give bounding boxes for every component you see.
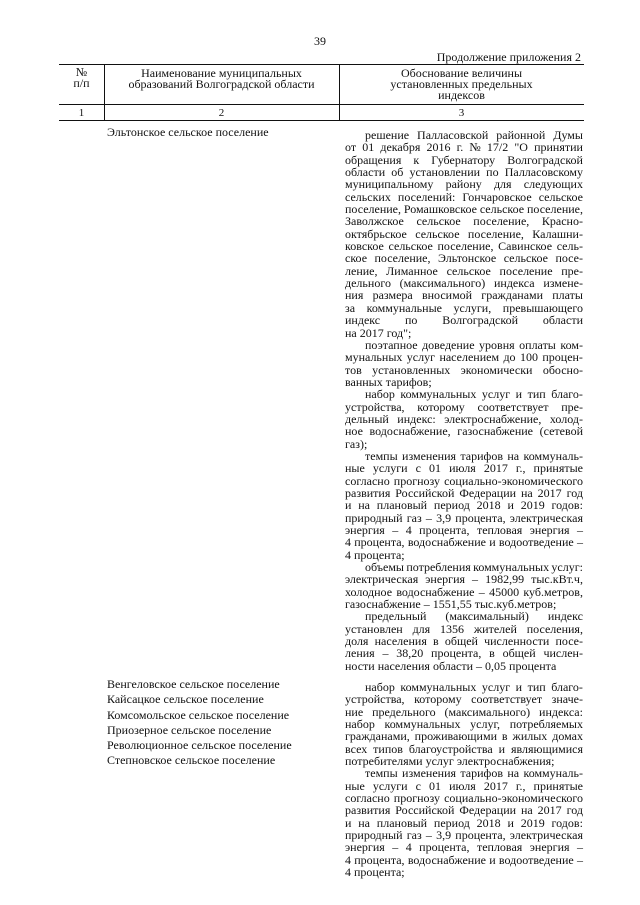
- paragraph-line: набор коммунальных услуг и тип благо-: [365, 387, 583, 402]
- paragraph-line: темпы изменения тарифов на коммуналь-: [365, 766, 583, 781]
- municipality-name: Комсомольское сельское поселение: [107, 707, 290, 722]
- paragraph-line: дельного (максимального) индекса измене-: [345, 276, 583, 291]
- paragraph-line: электрическая энергия – 1982,99 тыс.кВт.ч,: [345, 572, 583, 587]
- paragraph-line: от 01 декабря 2016 г. № 17/2 "О принятии: [345, 140, 583, 155]
- header-line: образований Волгоградской области: [128, 77, 315, 91]
- paragraph-line: темпы изменения тарифов на коммуналь-: [365, 448, 583, 463]
- header-line: Наименование муниципальных: [141, 66, 302, 80]
- header-line: Обоснование величины: [400, 66, 523, 80]
- paragraph-line: ское поселение, Эльтонское сельское посе-: [345, 251, 583, 266]
- paragraph-line: набор коммунальных услуг, потребляемых: [345, 717, 583, 732]
- paragraph-line: ления – 38,20 процента, в общей числен-: [345, 646, 583, 661]
- paragraph-line: устройства, которому соответствует значе-: [345, 692, 583, 707]
- paragraph-line: объемы потребления коммунальных услуг:: [365, 560, 583, 575]
- paragraph-line: развития Российской Федерации на 2017 год: [345, 485, 583, 500]
- paragraph-line: установлен для 1356 жителей поселения,: [345, 621, 583, 636]
- paragraph-line: поэтапное доведение уровня оплаты ком-: [365, 337, 583, 352]
- paragraph-line: набор коммунальных услуг и тип благо-: [365, 680, 583, 694]
- paragraph-line: ния размера вносимой гражданами платы: [345, 288, 583, 303]
- paragraph-line: 4 процента, водоснабжение и водоотведение –: [345, 535, 583, 550]
- paragraph-line: Заволжское сельское поселение, Красно-: [345, 214, 583, 229]
- paragraph-line: предельный (максимальный) индекс: [365, 609, 583, 624]
- paragraph-line: поселение, Ромашковское сельское поселение,: [345, 202, 583, 217]
- justification-paragraph: [345, 129, 583, 339]
- paragraph-line: ковское сельское поселение, Савинское сель-: [345, 239, 583, 254]
- row1-justification: [345, 129, 583, 672]
- paragraph-line: ванных тарифов;: [345, 374, 432, 389]
- paragraph-line: индекс по Волгоградской области: [345, 313, 583, 328]
- header-col-justification: [339, 68, 584, 101]
- paragraph-line: всех типов благоустройства и являющимися: [345, 741, 583, 756]
- paragraph-line: развития Российской Федерации на 2017 год: [345, 803, 583, 818]
- continuation-label: Продолжение приложения 2: [436, 50, 581, 64]
- justification-paragraph: [345, 561, 583, 610]
- paragraph-line: 4 процента;: [345, 547, 405, 562]
- municipality-name: Приозерное сельское поселение: [107, 722, 272, 737]
- paragraph-line: доля населения в общей численности посе-: [345, 634, 583, 649]
- paragraph-line: ные услуги с 01 июля 2017 г., принятые: [345, 778, 583, 793]
- paragraph-line: октябрьское сельское поселение, Калашни-: [345, 226, 583, 241]
- municipality-name: Эльтонское сельское поселение: [107, 125, 269, 139]
- paragraph-line: согласно прогнозу социально-экономического: [345, 791, 583, 806]
- header-col-name: [104, 68, 339, 90]
- row2-justification: [345, 681, 583, 879]
- paragraph-line: энергия – 4 процента, тепловая энергия –: [345, 840, 583, 855]
- paragraph-line: устройства, которому соответствует пре-: [345, 399, 583, 414]
- municipality-name: Революционное сельское поселение: [107, 738, 292, 753]
- row1-municipality-names: [107, 125, 269, 140]
- row2-municipality-names: [107, 677, 292, 769]
- paragraph-line: энергия – 4 процента, тепловая энергия –: [345, 523, 583, 537]
- paragraph-line: ное водоснабжение, газоснабжение (сетевой: [345, 424, 583, 439]
- paragraph-line: мунальных услуг населением до 100 процен-: [345, 350, 583, 365]
- paragraph-line: газоснабжение – 1551,55 тыс.куб.метров;: [345, 597, 557, 612]
- header-line: п/п: [73, 76, 90, 90]
- paragraph-line: 4 процента, водоснабжение и водоотведение –: [345, 852, 583, 867]
- municipality-name: Кайсацкое сельское поселение: [107, 692, 264, 707]
- paragraph-line: обращения к Губернатору Волгоградской: [345, 152, 583, 167]
- paragraph-line: ние предельного (максимального) индекса:: [345, 704, 583, 719]
- header-col-number: [59, 67, 104, 89]
- paragraph-line: на 2017 год";: [345, 325, 412, 340]
- page-number: 39: [314, 34, 326, 48]
- table-numbers-bottom: [59, 120, 584, 121]
- paragraph-line: ные услуги с 01 июля 2017 г., принятые: [345, 461, 583, 476]
- paragraph-line: дельный индекс: электроснабжение, холод-: [345, 411, 583, 426]
- justification-paragraph: [345, 450, 583, 561]
- paragraph-line: 4 процента;: [345, 865, 405, 880]
- paragraph-line: ности населения области – 0,05 процента: [345, 658, 557, 673]
- paragraph-line: потребителями услуг электроснабжения;: [345, 754, 555, 769]
- paragraph-line: и на плановый период 2018 и 2019 годов:: [345, 815, 583, 830]
- column-number-1: 1: [78, 107, 85, 119]
- paragraph-line: газ);: [345, 436, 368, 451]
- justification-paragraph: [345, 767, 583, 878]
- paragraph-line: природный газ – 3,9 процента, электрическая: [345, 510, 583, 525]
- paragraph-line: тов установленных экономически обосно-: [345, 362, 583, 377]
- municipality-name: Венгеловское сельское поселение: [107, 677, 280, 691]
- column-number-3: 3: [458, 107, 465, 119]
- table-header-divider: [59, 104, 584, 105]
- paragraph-line: ление, Лиманное сельское поселение пре-: [345, 263, 583, 278]
- table-top-border: [59, 64, 584, 65]
- justification-paragraph: [345, 610, 583, 672]
- header-line: индексов: [438, 88, 485, 102]
- paragraph-line: природный газ – 3,9 процента, электрическая: [345, 828, 583, 843]
- header-line: №: [75, 65, 88, 79]
- header-line: установленных предельных: [390, 77, 533, 91]
- paragraph-line: холодное водоснабжение – 45000 куб.метров,: [345, 584, 583, 599]
- paragraph-line: за коммунальные услуги, превышающего: [345, 300, 583, 315]
- paragraph-line: гражданами, проживающими в жилых домах: [345, 729, 583, 744]
- paragraph-line: согласно прогнозу социально-экономического: [345, 473, 583, 488]
- paragraph-line: области об установлении по Палласовскому: [345, 165, 583, 180]
- column-number-2: 2: [218, 107, 225, 119]
- justification-paragraph: [345, 339, 583, 388]
- justification-paragraph: [345, 681, 583, 767]
- municipality-name: Степновское сельское поселение: [107, 753, 276, 768]
- justification-paragraph: [345, 388, 583, 450]
- paragraph-line: сельских поселений: Гончаровское сельское: [345, 189, 583, 204]
- paragraph-line: муниципальному району для следующих: [345, 177, 583, 192]
- paragraph-line: решение Палласовской районной Думы: [365, 128, 583, 142]
- paragraph-line: и на плановый период 2018 и 2019 годов:: [345, 498, 583, 513]
